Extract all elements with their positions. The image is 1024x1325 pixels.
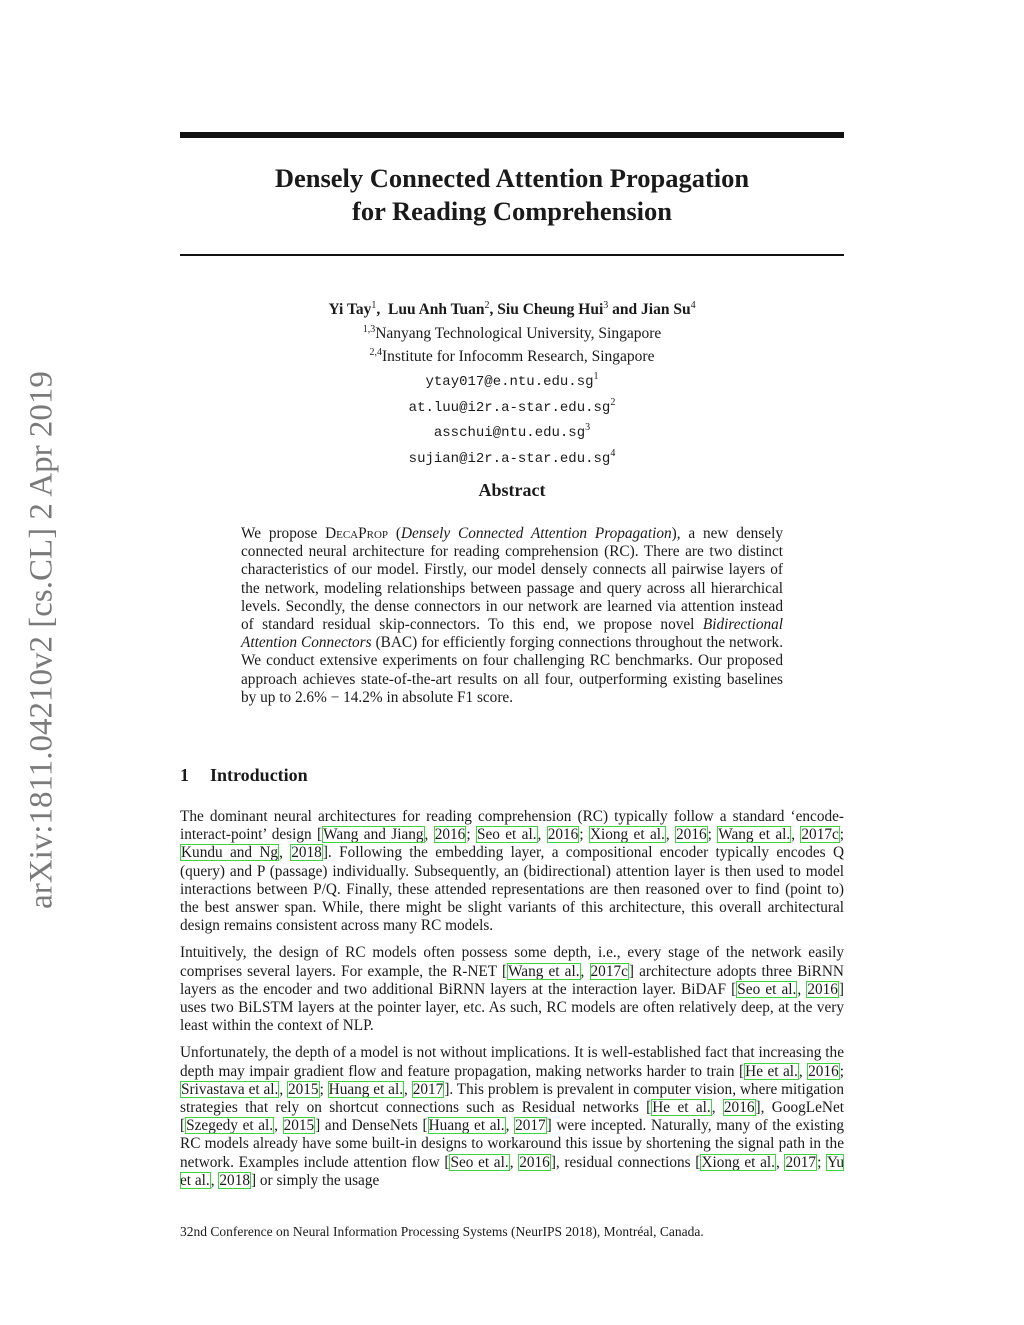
citation-link[interactable]: Yu et al. bbox=[180, 1153, 845, 1189]
abstract-heading: Abstract bbox=[478, 480, 546, 500]
author-4: Jian Su bbox=[641, 301, 691, 319]
citation-link[interactable]: 2016 bbox=[547, 826, 579, 844]
title-line-2: for Reading Comprehension bbox=[352, 196, 672, 226]
citation-link[interactable]: 2015 bbox=[283, 1117, 315, 1135]
paper-title bbox=[180, 162, 844, 228]
citation-link[interactable]: Seo et al. bbox=[476, 826, 537, 844]
citation-link[interactable]: 2018 bbox=[219, 1171, 250, 1189]
citation-link[interactable]: He et al. bbox=[652, 1099, 711, 1117]
title-bottom-rule bbox=[180, 254, 844, 256]
citation-link[interactable]: 2018 bbox=[291, 844, 322, 862]
conference-footnote: 32nd Conference on Neural Information Processing Systems (NeurIPS 2018), Montréal, Canada. bbox=[180, 1224, 704, 1239]
affiliation-1: $^{1,3}$Nanyang Technological University, Singapore bbox=[362, 323, 662, 342]
citation-link[interactable]: Xiong et al. bbox=[701, 1153, 775, 1171]
citation-link[interactable]: 2017c bbox=[801, 826, 839, 844]
citation-link[interactable]: 2016 bbox=[676, 826, 707, 844]
citation-link[interactable]: Wang and Jiang bbox=[323, 826, 424, 844]
citation-link[interactable]: 2017 bbox=[515, 1117, 546, 1135]
citation-link[interactable]: 2017 bbox=[412, 1080, 444, 1098]
citation-link[interactable]: Srivastava et al. bbox=[181, 1080, 279, 1098]
author-3: Siu Cheung Hui bbox=[497, 301, 604, 319]
email-1[interactable]: $ytay017@e.ntu.edu.sg^1$ bbox=[425, 370, 599, 391]
arxiv-identifier: arXiv:1811.04210v2 [cs.CL] 2 Apr 2019 bbox=[23, 371, 60, 909]
citation-link[interactable]: 2015 bbox=[287, 1080, 319, 1098]
citation-link[interactable]: Wang et al. bbox=[508, 962, 580, 980]
citation-link[interactable]: 2016 bbox=[723, 1099, 755, 1117]
section-heading bbox=[180, 765, 308, 786]
citation-link[interactable]: 2016 bbox=[434, 826, 466, 844]
email-4[interactable]: $sujian@i2r.a-star.edu.sg^4$ bbox=[408, 447, 616, 468]
affiliation-2: $^{2,4}$Institute for Infocomm Research, Singapore bbox=[369, 347, 655, 366]
author-block bbox=[180, 296, 844, 470]
citation-link[interactable]: Wang et al. bbox=[718, 826, 791, 844]
title-top-rule bbox=[180, 132, 844, 138]
citation-link[interactable]: Szegedy et al. bbox=[186, 1117, 274, 1135]
citation-link[interactable]: 2017 bbox=[785, 1153, 817, 1171]
citation-link[interactable]: Seo et al. bbox=[737, 980, 797, 998]
abstract-text: We propose DecaProp (Densely Connected Attention Propagation), a new densely connected neural architecture for reading comprehension (RC). There are two distinct characteristics of our model. Firstly, our model densely connects all pairwise layers of the network, modeling relationships between passage and query across all hierarchical levels. Secondly, the dense connectors in our network are learned via attention instead of standard residual skip-connectors. To this end, we propose novel Bidirectional Attention Connectors (BAC) for efficiently forging connections throughout the network. We conduct extensive experiments on four challenging RC benchmarks. Our proposed approach achieves state-of-the-art results on all four, outperforming existing baselines by up to 2.6% − 14.2% in absolute F1 score. bbox=[241, 525, 784, 706]
citation-link[interactable]: 2016 bbox=[808, 1062, 839, 1080]
citation-link[interactable]: Huang et al. bbox=[328, 1080, 404, 1098]
citation-link[interactable]: 2016 bbox=[807, 980, 838, 998]
citation-link[interactable]: 2016 bbox=[519, 1153, 550, 1171]
email-3[interactable]: $asschui@ntu.edu.sg^3$ bbox=[433, 422, 591, 442]
paragraph: Unfortunately, the depth of a model is not without implications. It is well-established fact that increasing the depth may impair gradient flow and feature propagation, making networks harder to train [He et al., 2016; Srivastava et al., 2015; Huang et al., 2017]. This problem is prevalent in computer vision, where mitigation strategies that rely on shortcut connections such as Residual networks [He et al., 2016], GoogLeNet [Szegedy et al., 2015] and DenseNets [Huang et al., 2017] were incepted. Naturally, many of the existing RC models already have some built-in designs to workaround this issue by shortening the signal path in the network. Examples include attention flow [Seo et al., 2016], residual connections [Xiong et al., 2017; Yu et al., 2018] or simply the usage bbox=[180, 1044, 845, 1189]
section-title: Introduction bbox=[210, 765, 308, 785]
introduction-body bbox=[180, 808, 844, 1199]
author-names: Yi Tay$^1$, Luu Anh Tuan$^2$, Siu Cheung Hui$^3$ and Jian Su$^4$ bbox=[328, 300, 696, 319]
citation-link[interactable]: He et al. bbox=[745, 1062, 798, 1080]
title-line-1: Densely Connected Attention Propagation bbox=[274, 163, 750, 193]
section-number: 1 bbox=[180, 765, 189, 785]
model-name: DecaProp bbox=[325, 525, 389, 542]
author-2: Luu Anh Tuan bbox=[388, 301, 485, 319]
citation-link[interactable]: Seo et al. bbox=[450, 1153, 509, 1171]
citation-link[interactable]: 2017c bbox=[590, 962, 628, 980]
citation-link[interactable]: Kundu and Ng bbox=[181, 844, 279, 862]
citation-link[interactable]: Huang et al. bbox=[428, 1117, 505, 1135]
paragraph: Intuitively, the design of RC models often possess some depth, i.e., every stage of the network easily comprises several layers. For example, the R-NET [Wang et al., 2017c] architecture adopts three BiRNN layers as the encoder and two additional BiRNN layers at the interaction layer. BiDAF [Seo et al., 2016] uses two BiLSTM layers at the pointer layer, etc. As such, RC models are often relatively deep, at the very least within the context of NLP. bbox=[180, 944, 845, 1035]
citation-link[interactable]: Xiong et al. bbox=[589, 826, 665, 844]
email-2[interactable]: $at.luu@i2r.a-star.edu.sg^2$ bbox=[408, 396, 616, 416]
paragraph: The dominant neural architectures for reading comprehension (RC) typically follow a standard ‘encode-interact-point’ design [Wang and Jiang, 2016; Seo et al., 2016; Xiong et al., 2016; Wang et al., 2017c; Kundu and Ng, 2018]. Following the embedding layer, a compositional encoder typically encodes Q (query) and P (passage) individually. Subsequently, an (bidirectional) attention layer is then used to model interactions between P/Q. Finally, these attended representations are then reasoned over to find (point to) the best answer span. While, there might be slight variants of this architecture, this overall architectural design remains consistent across many RC models. bbox=[180, 808, 845, 935]
author-1: Yi Tay bbox=[328, 301, 372, 319]
